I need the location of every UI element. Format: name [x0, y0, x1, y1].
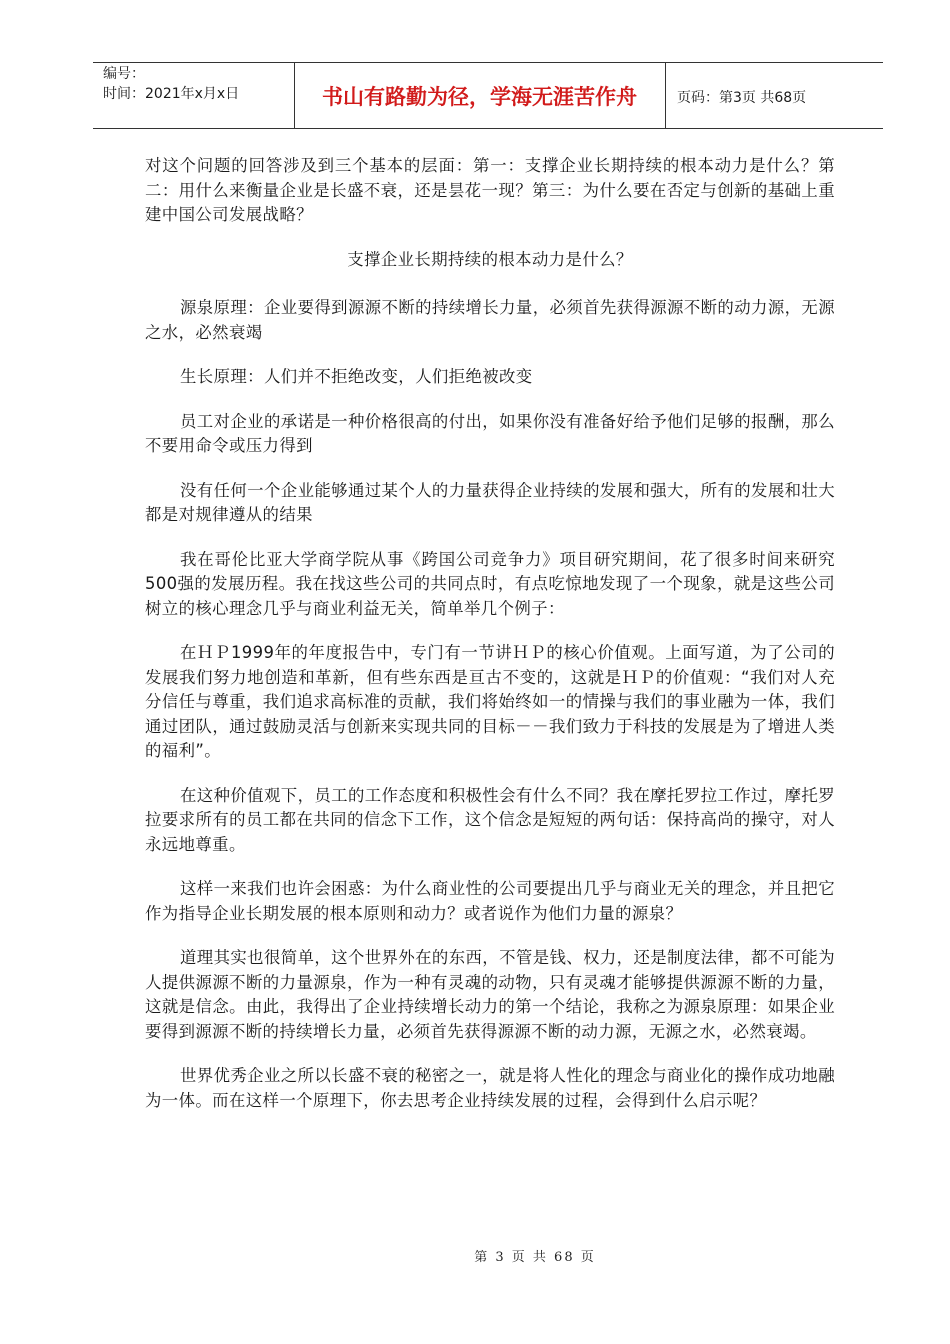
paragraph: 这样一来我们也许会困惑：为什么商业性的公司要提出几乎与商业无关的理念，并且把它作为指导企业长期发展的根本原则和动力？或者说作为他们力量的源泉？	[145, 879, 835, 923]
paragraph: 在这种价值观下，员工的工作态度和积极性会有什么不同？我在摩托罗拉工作过，摩托罗拉要求所有的员工都在共同的信念下工作，这个信念是短短的两句话：保持高尚的操守，对人永远地尊重。	[145, 785, 835, 854]
document-time-label: 时间：2021年x月x日	[103, 86, 240, 102]
header-motto: 书山有路勤为径，学海无涯苦作舟	[322, 84, 637, 109]
page-header	[93, 62, 883, 129]
paragraph: 道理其实也很简单，这个世界外在的东西，不管是钱、权力，还是制度法律，都不可能为人提供源源不断的力量源泉，作为一种有灵魂的动物，只有灵魂才能够提供源源不断的力量，这就是信念。由此，我得出了企业持续增长动力的第一个结论，我称之为源泉原理：如果企业要得到源源不断的持续增长力量，必须首先获得源源不断的动力源，无源之水，必然衰竭。	[145, 948, 835, 1041]
header-divider	[665, 63, 666, 128]
paragraph: 对这个问题的回答涉及到三个基本的层面：第一：支撑企业长期持续的根本动力是什么？第二：用什么来衡量企业是长盛不衰，还是昙花一现？第三：为什么要在否定与创新的基础上重建中国公司发展战略？	[145, 156, 835, 224]
paragraph: 生长原理：人们并不拒绝改变，人们拒绝被改变	[180, 367, 533, 386]
paragraph: 没有任何一个企业能够通过某个人的力量获得企业持续的发展和强大，所有的发展和壮大都是对规律遵从的结果	[145, 480, 835, 524]
paragraph: 世界优秀企业之所以长盛不衰的秘密之一，就是将人性化的理念与商业化的操作成功地融为一体。而在这样一个原理下，你去思考企业持续发展的过程，会得到什么启示呢？	[145, 1066, 835, 1110]
paragraph: 在ＨＰ1999年的年度报告中，专门有一节讲ＨＰ的核心价值观。上面写道，为了公司的发展我们努力地创造和革新，但有些东西是亘古不变的，这就是ＨＰ的价值观：“我们对人充分信任与尊重，我们追求高标准的贡献，我们将始终如一的情操与我们的事业融为一体，我们通过团队，通过鼓励灵活与创新来实现共同的目标－－我们致力于科技的发展是为了增进人类的福利”。	[145, 643, 835, 760]
page-footer: 第 3 页 共 68 页	[474, 1250, 596, 1265]
document-number-label: 编号：	[103, 66, 145, 82]
paragraph: 源泉原理：企业要得到源源不断的持续增长力量，必须首先获得源源不断的动力源，无源之水，必然衰竭	[145, 298, 835, 342]
paragraph: 员工对企业的承诺是一种价格很高的付出，如果你没有准备好给予他们足够的报酬，那么不要用命令或压力得到	[145, 411, 835, 455]
document-body	[145, 154, 835, 1133]
section-heading: 支撑企业长期持续的根本动力是什么？	[347, 249, 633, 269]
header-page-code: 页码：第3页 共68页	[677, 90, 807, 106]
paragraph: 我在哥伦比亚大学商学院从事《跨国公司竞争力》项目研究期间，花了很多时间来研究500强的发展历程。我在找这些公司的共同点时，有点吃惊地发现了一个现象，就是这些公司树立的核心理念几乎与商业利益无关，简单举几个例子：	[145, 549, 835, 618]
